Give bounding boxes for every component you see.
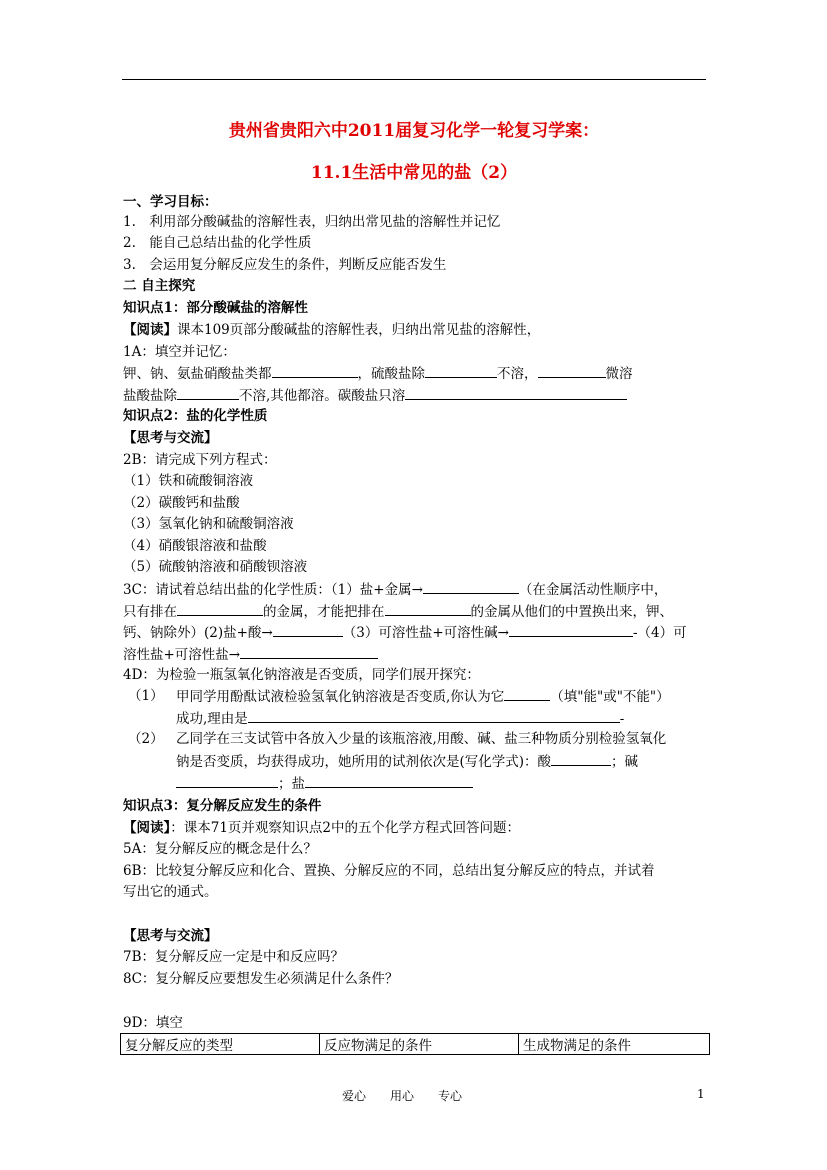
answer-blank[interactable] xyxy=(423,579,519,594)
question-4d-1-line-2: 成功,理由是 - xyxy=(176,708,624,729)
question-4d-1-line-1: 甲同学用酚酞试液检验氢氧化钠溶液是否变质,你认为它 （填"能"或"不能"） xyxy=(176,686,670,707)
equation-item: （1）铁和硫酸铜溶液 xyxy=(123,473,254,489)
question-3c-line-4: 溶性盐+可溶性盐→ xyxy=(123,644,378,665)
question-4d-2-line-3: ；盐 xyxy=(176,773,473,794)
answer-blank[interactable] xyxy=(538,363,606,378)
equation-item: （5）硫酸钠溶液和硝酸钡溶液 xyxy=(123,559,308,575)
answer-blank[interactable] xyxy=(504,686,550,701)
knowledge-3-heading: 知识点3：复分解反应发生的条件 xyxy=(123,798,322,814)
question-3c-line-1: 3C：请试着总结出盐的化学性质：（1）盐+金属→ （在金属活动性顺序中， xyxy=(123,579,667,600)
answer-blank[interactable] xyxy=(273,622,343,637)
table-header-cell: 生成物满足的条件 xyxy=(519,1034,710,1055)
reading-text: ：课本71页并观察知识点2中的五个化学方程式回答问题： xyxy=(170,820,521,836)
answer-blank[interactable] xyxy=(240,644,378,659)
question-4d-2-line-1: 乙同学在三支试管中各放入少量的该瓶溶液,用酸、碱、盐三种物质分别检验氢氧化 xyxy=(176,731,667,747)
answer-blank[interactable] xyxy=(272,363,358,378)
section-goals-heading: 一、学习目标： xyxy=(123,194,218,210)
reading-text: 课本109页部分酸碱盐的溶解性表，归纳出常见盐的溶解性， xyxy=(177,322,541,338)
equation-item: （3）氢氧化钠和硫酸铜溶液 xyxy=(123,516,294,532)
question-1a: 1A：填空并记忆： xyxy=(123,344,236,360)
answer-blank[interactable] xyxy=(551,751,611,766)
question-9d: 9D：填空 xyxy=(123,1015,183,1031)
section-explore-heading: 二 自主探究 xyxy=(123,278,196,294)
reading-line-1 xyxy=(123,320,540,340)
sub-question-number: （2） xyxy=(128,731,164,747)
reading-line-2 xyxy=(123,818,520,838)
question-3c-line-3: 钙、钠除外）(2)盐+酸→ （3）可溶性盐+可溶性碱→ -（4）可 xyxy=(123,622,687,643)
reading-tag: 【阅读】 xyxy=(123,322,177,338)
answer-blank[interactable] xyxy=(177,385,239,400)
answer-blank[interactable] xyxy=(176,773,278,788)
table-row xyxy=(121,1034,710,1055)
page-number: 1 xyxy=(697,1087,705,1101)
page-subtitle: 11.1生活中常见的盐（2） xyxy=(310,163,518,183)
think-exchange-heading-2: 【思考与交流】 xyxy=(123,928,218,944)
question-4d-2-line-2: 钠是否变质，均获得成功，她所用的试剂依次是(写化学式)：酸 ；碱 xyxy=(176,751,638,772)
question-2b: 2B：请完成下列方程式： xyxy=(123,452,277,468)
goal-item: 3. 会运用复分解反应发生的条件，判断反应能否发生 xyxy=(123,257,447,273)
equation-item: （4）硝酸银溶液和盐酸 xyxy=(123,538,267,554)
question-3c-line-2: 只有排在 的金属，才能把排在 的金属从他们的中置换出来，钾、 xyxy=(123,601,673,622)
footer-motto: 爱心 用心 专心 xyxy=(342,1089,463,1103)
goal-item: 2. 能自己总结出盐的化学性质 xyxy=(123,235,312,251)
question-4d: 4D：为检验一瓶氢氧化钠溶液是否变质，同学们展开探究： xyxy=(123,667,480,683)
answer-blank[interactable] xyxy=(177,601,263,616)
knowledge-1-heading: 知识点1：部分酸碱盐的溶解性 xyxy=(123,300,308,316)
question-1a-line-2: 盐酸盐除 不溶,其他都溶。碳酸盐只溶 xyxy=(123,385,627,406)
reading-tag: 【阅读】 xyxy=(123,820,171,836)
conditions-table xyxy=(120,1033,710,1055)
answer-blank[interactable] xyxy=(405,385,627,400)
answer-blank[interactable] xyxy=(509,622,633,637)
question-5a: 5A：复分解反应的概念是什么？ xyxy=(123,841,317,857)
question-8c: 8C：复分解反应要想发生必须满足什么条件？ xyxy=(123,971,399,987)
question-6b-line-1: 6B：比较复分解反应和化合、置换、分解反应的不同，总结出复分解反应的特点，并试着 xyxy=(123,863,655,879)
answer-blank[interactable] xyxy=(305,773,473,788)
answer-blank[interactable] xyxy=(385,601,471,616)
answer-blank[interactable] xyxy=(248,708,620,723)
goal-item: 1. 利用部分酸碱盐的溶解性表，归纳出常见盐的溶解性并记忆 xyxy=(123,214,501,230)
table-header-cell: 复分解反应的类型 xyxy=(121,1034,320,1055)
header-rule xyxy=(122,79,706,80)
knowledge-2-heading: 知识点2：盐的化学性质 xyxy=(123,408,268,424)
question-7b: 7B：复分解反应一定是中和反应吗？ xyxy=(123,949,345,965)
page-title: 贵州省贵阳六中2011届复习化学一轮复习学案： xyxy=(228,121,600,141)
sub-question-number: （1） xyxy=(128,688,164,704)
think-exchange-heading: 【思考与交流】 xyxy=(123,430,218,446)
equation-item: （2）碳酸钙和盐酸 xyxy=(123,495,240,511)
answer-blank[interactable] xyxy=(425,363,497,378)
question-6b-line-2: 写出它的通式。 xyxy=(123,884,218,900)
question-1a-line-1: 钾、钠、氨盐硝酸盐类都 ，硫酸盐除 不溶， 微溶 xyxy=(123,363,633,384)
table-header-cell: 反应物满足的条件 xyxy=(320,1034,519,1055)
